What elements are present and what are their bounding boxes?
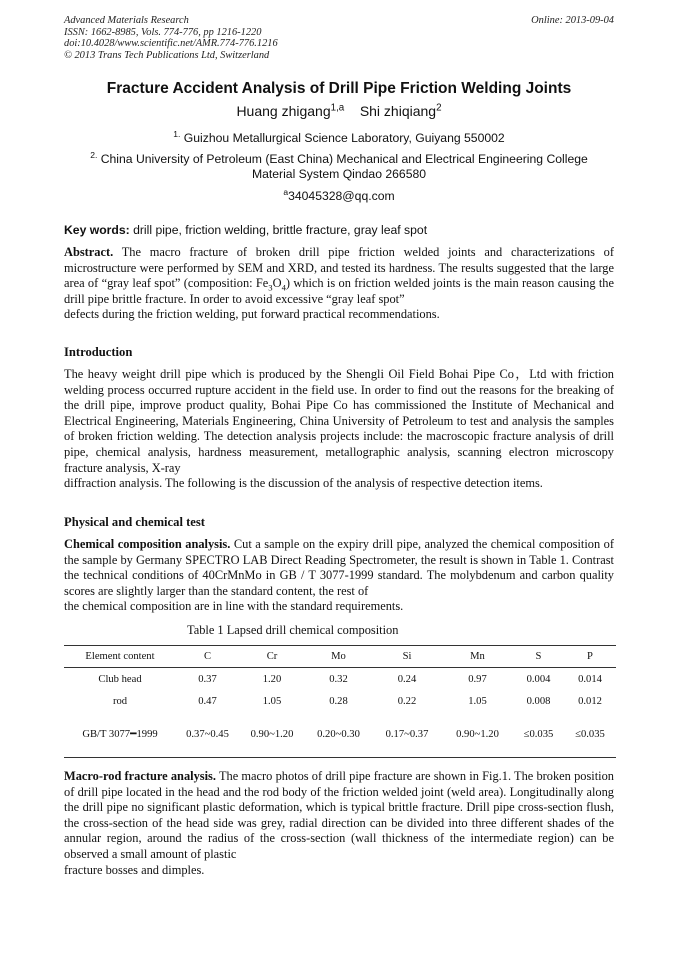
- subscript: 3: [268, 282, 273, 293]
- table-cell: rod: [112, 696, 128, 707]
- keywords: [64, 223, 614, 237]
- online-date: Online: 2013-09-04: [531, 15, 614, 26]
- chemical-paragraph: [64, 537, 614, 615]
- table-cell: 0.97: [468, 674, 487, 686]
- table-cell: 0.008: [526, 696, 551, 707]
- abstract-text: O: [272, 276, 282, 291]
- table-caption: Table 1 Lapsed drill chemical composition: [187, 623, 399, 637]
- column-header: Si: [372, 646, 442, 668]
- table-cell: 0.20~0.30: [305, 712, 372, 758]
- author-line: [40, 103, 638, 119]
- table-cell: 0.014: [578, 674, 602, 686]
- section-heading-physical: Physical and chemical test: [64, 515, 205, 529]
- email-address[interactable]: 34045328@qq.com: [288, 189, 395, 203]
- doi-line: doi:10.4028/www.scientific.net/AMR.774-776.1216: [64, 38, 278, 50]
- author-sup: 2: [436, 102, 442, 114]
- abstract-text: The macro fracture of broken drill pipe friction welded joints and characterizations of microstructure were performed by SEM and XRD, and tested its hardness. The results suggested that the large area of “gray leaf spot” (composition: Fe: [64, 245, 614, 291]
- abstract-label: Abstract.: [64, 245, 114, 259]
- introduction-last-line: diffraction analysis. The following is the discussion of the analysis of respective detection items.: [64, 476, 543, 491]
- table-cell: 0.90~1.20: [239, 712, 305, 758]
- table-cell: 0.47: [198, 696, 217, 707]
- table-row: [64, 692, 616, 712]
- table-cell: 0.012: [578, 696, 602, 707]
- table-cell: 0.37~0.45: [176, 712, 239, 758]
- issn-line: ISSN: 1662-8985, Vols. 774-776, pp 1216-1220: [64, 26, 262, 38]
- table-row: [64, 668, 616, 692]
- chemical-label: Chemical composition analysis.: [64, 537, 231, 551]
- table-cell: ≤0.035: [564, 712, 616, 758]
- table-cell: 0.24: [397, 674, 417, 686]
- column-header: P: [564, 646, 616, 668]
- author-name: Shi zhiqiang: [359, 103, 437, 119]
- affiliation-sup: 1.: [173, 128, 181, 139]
- keywords-label: Key words:: [64, 223, 130, 237]
- table-cell: Club head: [98, 674, 142, 686]
- macro-text: The macro photos of drill pipe fracture are shown in Fig.1. The broken position of drill pipe located in the head and the rod body of the friction welded joint (weld area). Longitudinally along the drill pipe no significant plastic deformation, which is typical brittle fracture. Drill pipe cross-section flush, the cross-section of the head side was grey, radial direction can be divided into three different shades of the annular region, around the radius of the cross-section (wall thickness of the intermediate region) can be observed a small amount of plastic: [64, 769, 615, 861]
- table-cell: 0.90~1.20: [442, 712, 513, 758]
- introduction-text: The heavy weight drill pipe which is produced by the Shengli Oil Field Bohai Pipe Co，Ltd with friction welding process occurred rupture accident in the field use. In order to find out the reasons for the breaking of the drill pipe, improve product quality, Bohai Pipe Co has commissioned the Institute of Mechanical and Electrical Engineering, Materials Engineering, China University of Petroleum to test and analysis the samples of broken friction welding. The detection analysis projects include: the macroscopic fracture analysis of drill pipe, chemical analysis, hardness measurement, metallographic analysis, scanning electron microscopy fracture analysis, X-ray: [64, 367, 614, 475]
- affiliation-text: Guizhou Metallurgical Science Laboratory, Guiyang 550002: [183, 131, 505, 145]
- table-cell: 1.05: [262, 696, 282, 707]
- author-name: Huang zhigang: [236, 103, 331, 119]
- abstract: [64, 245, 614, 323]
- email-line: [40, 186, 638, 204]
- keywords-text: drill pipe, friction welding, brittle fracture, gray leaf spot: [133, 223, 428, 237]
- table-header-row: [64, 646, 616, 668]
- email-sup: a: [283, 186, 289, 197]
- paper-title: Fracture Accident Analysis of Drill Pipe Friction Welding Joints: [106, 80, 572, 97]
- affiliation-text-2: Material System Qindao 266580: [251, 167, 427, 181]
- column-header: C: [176, 646, 239, 668]
- table-cell: GB/T 3077━1999: [64, 712, 176, 758]
- table-cell: 1.20: [262, 674, 282, 686]
- macro-label: Macro-rod fracture analysis.: [64, 769, 216, 783]
- chemical-text: Cut a sample on the expiry drill pipe, analyzed the chemical composition of the sample by Germany SPECTRO LAB Direct Reading Spectrometer, the result is shown in Table 1. Contrast the technical conditions of 40CrMnMo in GB / T 3077-1999 standard. The molybdenum and carbon quality scores are slightly larger than the standard content, the rest of: [64, 537, 614, 598]
- table-cell: 0.22: [397, 696, 417, 707]
- affiliation-1: [40, 128, 638, 146]
- macro-paragraph: [64, 769, 614, 878]
- table-row: [64, 712, 616, 758]
- table-cell: 0.17~0.37: [372, 712, 442, 758]
- table-cell: 1.05: [468, 696, 487, 707]
- column-header: Cr: [239, 646, 305, 668]
- column-header: Element content: [64, 646, 176, 668]
- section-heading-introduction: Introduction: [64, 345, 133, 359]
- table-cell: 0.004: [526, 674, 551, 686]
- journal-header: [64, 15, 278, 61]
- affiliation-text: China University of Petroleum (East China) Mechanical and Electrical Engineering College: [100, 152, 588, 166]
- introduction-paragraph: [64, 367, 614, 492]
- affiliation-2: [40, 149, 638, 182]
- copyright-line: © 2013 Trans Tech Publications Ltd, Switzerland: [64, 49, 270, 61]
- column-header: S: [513, 646, 564, 668]
- table-cell: 0.28: [329, 696, 348, 707]
- macro-last-line: fracture bosses and dimples.: [64, 862, 205, 877]
- journal-name: Advanced Materials Research: [64, 15, 189, 26]
- table-cell: ≤0.035: [513, 712, 564, 758]
- table-cell: 0.37: [198, 674, 217, 686]
- column-header: Mo: [305, 646, 372, 668]
- table-cell: 0.32: [329, 674, 348, 686]
- chemical-last-line: the chemical composition are in line with the standard requirements.: [64, 599, 404, 614]
- composition-table: [64, 645, 616, 758]
- affiliation-sup: 2.: [90, 149, 98, 160]
- column-header: Mn: [442, 646, 513, 668]
- abstract-last-line: defects during the friction welding, put forward practical recommendations.: [64, 307, 440, 322]
- subscript: 4: [281, 282, 286, 293]
- abstract-text: ) which is on friction welded joints is the main reason causing the drill pipe brittle fracture. In order to avoid excessive “gray leaf spot”: [64, 276, 614, 306]
- author-sup: 1,a: [330, 102, 345, 114]
